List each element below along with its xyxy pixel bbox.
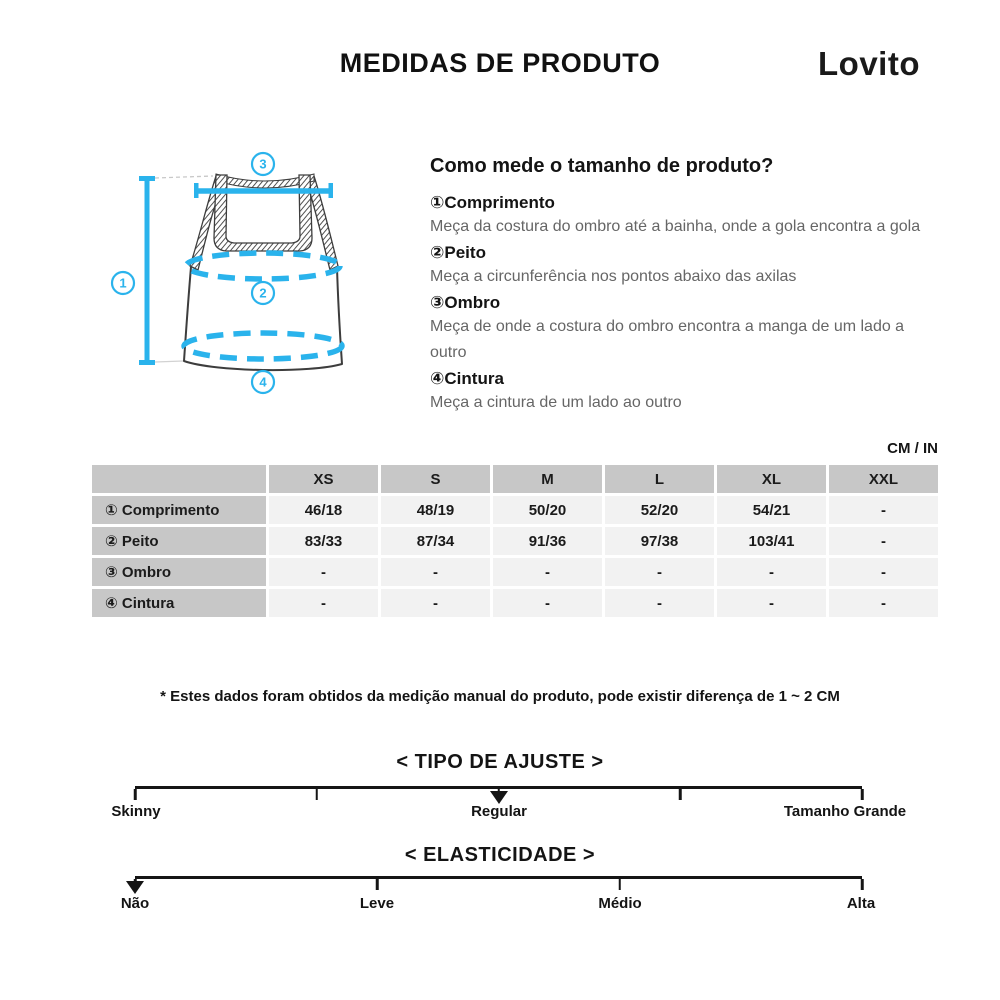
col-header-l: L [605, 465, 714, 493]
cell-cintura-xl: - [717, 589, 826, 617]
fit-scale-line [135, 786, 862, 789]
cell-cintura-m: - [493, 589, 602, 617]
guide-heading: Como mede o tamanho de produto? [430, 155, 774, 177]
measure-guide [430, 155, 938, 417]
cell-comprimento-xl: 54/21 [717, 496, 826, 524]
fit-tick-0 [134, 789, 137, 800]
page-title: MEDIDAS DE PRODUTO [339, 48, 661, 78]
guide-item-4-desc: Meça a cintura de um lado ao outro [430, 394, 682, 411]
garment-diagram [95, 150, 355, 400]
fit-tick-4 [861, 789, 864, 800]
measurement-disclaimer: * Estes dados foram obtidos da medição manual do produto, pode existir diferença de 1 ~ 2 CM [160, 688, 840, 705]
badge-1-number: 1 [119, 275, 127, 291]
elasticity-label-nao: Não [120, 895, 150, 912]
elasticity-scale-line [135, 876, 862, 879]
guide-item-2-desc: Meça a circunferência nos pontos abaixo das axilas [430, 268, 797, 285]
table-corner-cell [92, 465, 266, 493]
col-header-xxl: XXL [829, 465, 938, 493]
elasticity-label-leve: Leve [359, 895, 395, 912]
size-table [92, 465, 938, 617]
guide-item-4-label: ④Cintura [430, 369, 504, 388]
fit-tick-1 [316, 789, 319, 800]
cell-ombro-xs: - [269, 558, 378, 586]
fit-tick-3 [679, 789, 682, 800]
elasticity-scale-heading: < ELASTICIDADE > [404, 844, 596, 866]
cell-peito-xs: 83/33 [269, 527, 378, 555]
guide-item-1-label: ①Comprimento [430, 193, 555, 212]
fit-label-regular: Regular [471, 803, 527, 820]
cell-peito-xl: 103/41 [717, 527, 826, 555]
elasticity-selected-marker [126, 881, 144, 894]
elasticity-tick-2 [618, 879, 621, 890]
badge-2-number: 2 [259, 285, 267, 301]
cell-comprimento-l: 52/20 [605, 496, 714, 524]
units-label: CM / IN [887, 440, 938, 457]
cell-cintura-xxl: - [829, 589, 938, 617]
cell-ombro-xxl: - [829, 558, 938, 586]
guide-line-bottom [155, 361, 183, 362]
guide-item-1-desc: Meça da costura do ombro até a bainha, onde a gola encontra a gola [430, 218, 921, 235]
elasticity-label-alta: Alta [846, 895, 876, 912]
cell-ombro-xl: - [717, 558, 826, 586]
cell-comprimento-s: 48/19 [381, 496, 490, 524]
cell-peito-m: 91/36 [493, 527, 602, 555]
row-label-peito: ② Peito [92, 527, 266, 555]
cell-cintura-s: - [381, 589, 490, 617]
guide-item-3-label: ③Ombro [430, 293, 501, 312]
cell-ombro-m: - [493, 558, 602, 586]
col-header-xl: XL [717, 465, 826, 493]
cell-comprimento-xxl: - [829, 496, 938, 524]
guide-item-3-desc: Meça de onde a costura do ombro encontra a manga de um lado a outro [430, 318, 905, 361]
cell-comprimento-xs: 46/18 [269, 496, 378, 524]
fit-label-skinny: Skinny [111, 803, 161, 820]
elasticity-label-medio: Médio [598, 895, 642, 912]
chest-measure-ellipse [186, 253, 340, 279]
row-label-ombro: ③ Ombro [92, 558, 266, 586]
cell-peito-l: 97/38 [605, 527, 714, 555]
cell-cintura-xs: - [269, 589, 378, 617]
guide-item-2-label: ②Peito [430, 243, 486, 262]
row-label-comprimento: ① Comprimento [92, 496, 266, 524]
cell-ombro-l: - [605, 558, 714, 586]
elasticity-tick-1 [376, 879, 379, 890]
cell-peito-xxl: - [829, 527, 938, 555]
badge-3-number: 3 [259, 156, 267, 172]
brand-logo: Lovito [818, 45, 920, 82]
fit-scale-heading: < TIPO DE AJUSTE > [396, 751, 604, 773]
row-label-cintura: ④ Cintura [92, 589, 266, 617]
fit-label-tamanho-grande: Tamanho Grande [783, 803, 907, 820]
elasticity-tick-3 [861, 879, 864, 890]
col-header-s: S [381, 465, 490, 493]
cell-ombro-s: - [381, 558, 490, 586]
guide-dashed-line-top [155, 176, 213, 178]
waist-measure-ellipse [184, 333, 342, 359]
cell-cintura-l: - [605, 589, 714, 617]
col-header-xs: XS [269, 465, 378, 493]
cell-comprimento-m: 50/20 [493, 496, 602, 524]
cell-peito-s: 87/34 [381, 527, 490, 555]
badge-4-number: 4 [259, 374, 267, 390]
col-header-m: M [493, 465, 602, 493]
